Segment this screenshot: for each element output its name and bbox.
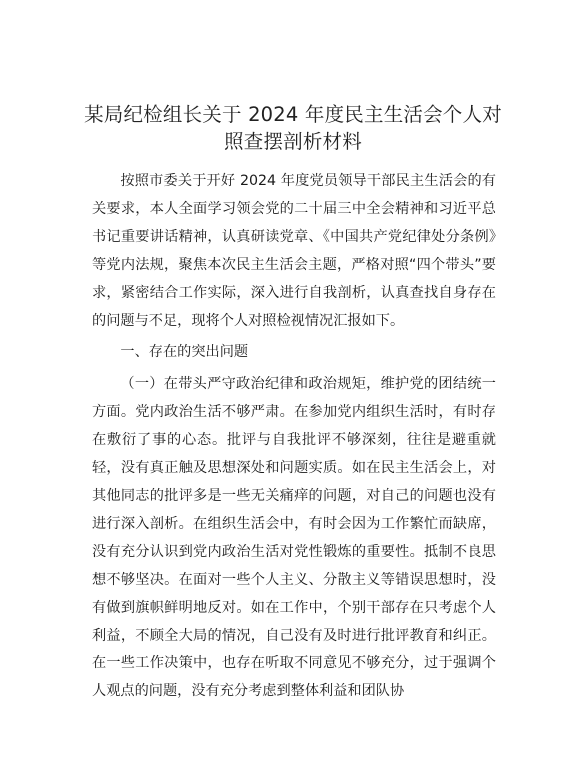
intro-paragraph: 按照市委关于开好 2024 年度党员领导干部民主生活会的有关要求，本人全面学习领会党的二十届三中全会精神和习近平总书记重要讲话精神，认真研读党章、《中国共产党纪律处分条例》等党内法规，聚焦本次民主生活会主题，严格对照“四个带头”要求，紧密结合工作实际，深入进行自我剖析，认真查找自身存在的问题与不足，现将个人对照检视情况汇报如下。	[92, 173, 496, 329]
document-body	[92, 168, 496, 706]
subsection-paragraph: （一）在带头严守政治纪律和政治规矩，维护党的团结统一方面。党内政治生活不够严肃。在参加党内组织生活时，有时存在敷衍了事的心态。批评与自我批评不够深刻，往往是避重就轻，没有真正触及思想深处和问题实质。如在民主生活会上，对其他同志的批评多是一些无关痛痒的问题，对自己的问题也没有进行深入剖析。在组织生活会中，有时会因为工作繁忙而缺席，没有充分认识到党内政治生活对党性锻炼的重要性。抵制不良思想不够坚决。在面对一些个人主义、分散主义等错误思想时，没有做到旗帜鲜明地反对。如在工作中，个别干部存在只考虑个人利益，不顾全大局的情况，自己没有及时进行批评教育和纠正。在一些工作决策中，也存在听取不同意见不够充分，过于强调个人观点的问题，没有充分考虑到整体利益和团队协	[92, 376, 496, 700]
document-title: 某局纪检组长关于 2024 年度民主生活会个人对照查摆剖析材料	[84, 103, 502, 153]
section-heading: 一、存在的突出问题	[120, 344, 249, 361]
